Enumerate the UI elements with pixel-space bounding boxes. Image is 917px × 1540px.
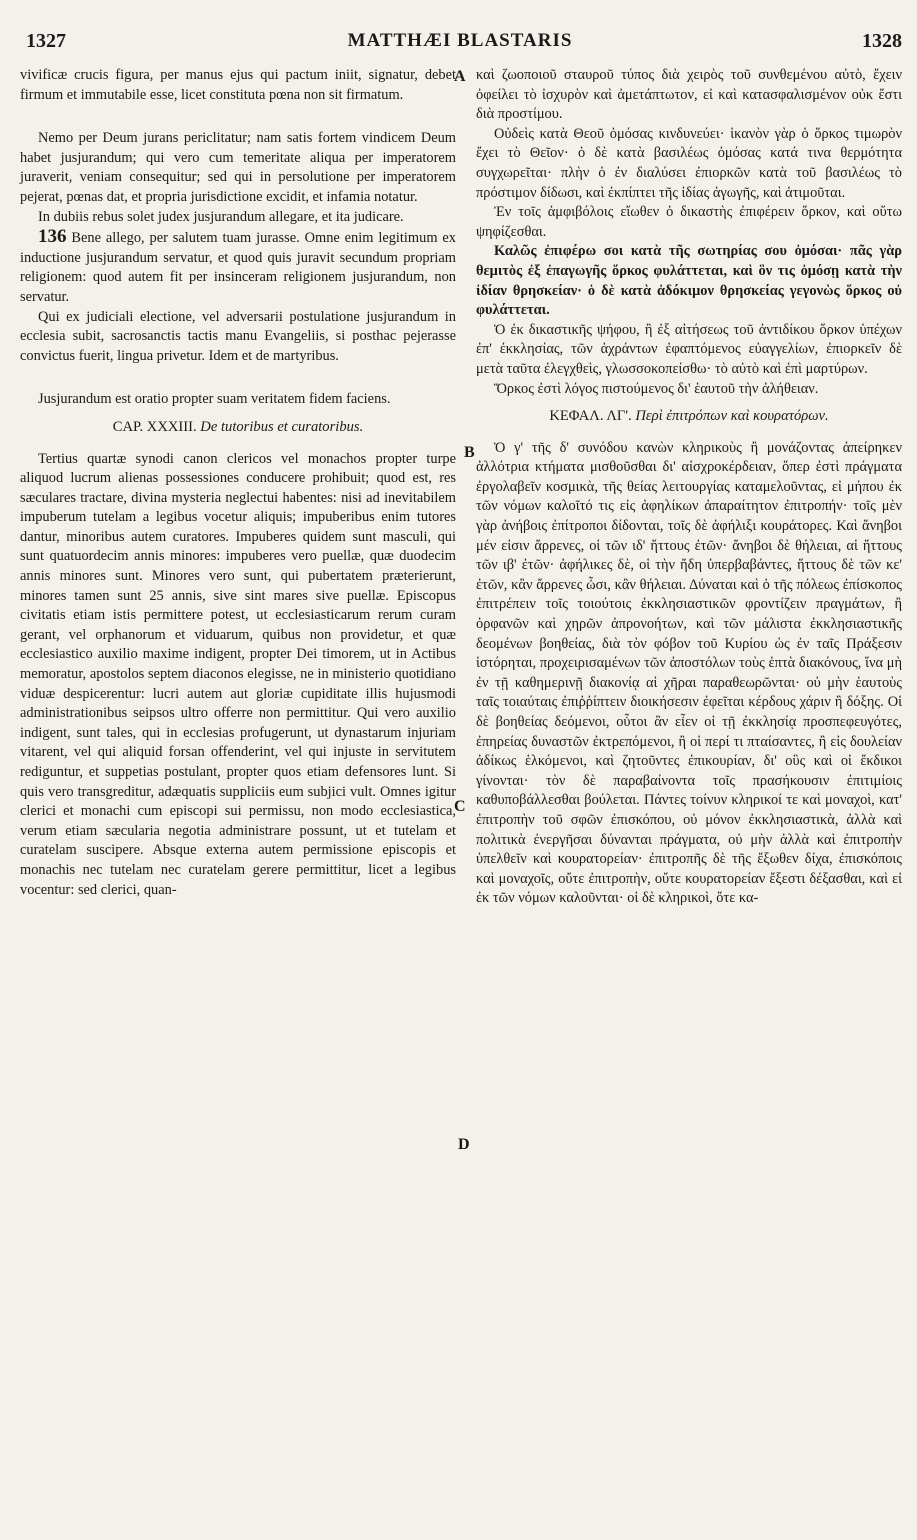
greek-paragraph-4: Καλῶς ἐπιφέρω σοι κατὰ τῆς σωτηρίας σου ὀμόσαι· πᾶς γὰρ θεμιτὸς ἐξ ἐπαγωγῆς ὅρκος φυλάττεται, καὶ ὃν τις ὀμόσῃ κατὰ τὴν ἰδίαν θρησκείαν· ὁ δὲ κατὰ ἀδόκιμον θρησκείας γεγονὼς ὅρκος οὐ φυλάττεται. [476, 243, 902, 319]
latin-paragraph-5: Qui ex judiciali electione, vel adversarii postulatione jusjurandum in ecclesia subit, sacrosanctis tactis manu Evangeliis, si posthac pejerasse convictus fuerit, lingua privetur. Idem et de martyribus. [20, 308, 456, 364]
latin-chapter-title: De tutoribus et curatoribus. [200, 418, 364, 435]
margin-letter-a: A [454, 68, 466, 85]
greek-paragraph-7: Ὁ γ' τῆς δ' συνόδου κανὼν κληρικοὺς ἢ μονάζοντας ἀπείρηκεν ἀλλότρια κτήματα μισθοῦσθαι δι' αἰσχροκέρδειαν, ὅπερ ἐστὶ πράγματα ἐργολαβεῖν κοσμικὰ, τῆς θείας λειτουργίας καταμελοῦντας, εἰ μήπου ἐκ τῶν νόμων καλοῖτό τις εἰς ἀφηλίκων ἀπαραίτητον ἐπιτροπήν· τοῖς μὲν γὰρ ἀνήβοις ἐπίτροποι δίδονται, τοῖς δὲ ἀφήλιξι κουράτορες. Καὶ ἄνηβοι μέν εἰσιν ἄρρενες, οἱ τῶν ιδ' ἥττους ἐτῶν· ἄνηβοι δὲ θήλειαι, αἱ ἥττους τῶν ιβ' ἐτῶν· ἀφήλικες δὲ, οἱ τὴν ἤδη ὑπερβαβάντες, ἥττους δὲ τῶν κε' ἐτῶν, κἂν ἄρρενες ὦσι, κἂν θήλειαι. Δύναται καὶ ὁ τῆς πόλεως ἐπίσκοπος ἐπιτρέπειν τοῖς τοιούτοις ἐκκλησιαστικῶν φροντίζειν πραγμάτων, ἢ ὀρφανῶν καὶ χηρῶν ἀπρονοήτων, καὶ τῶν μάλιστα ἐκκλησιαστικῆς δεομένων βοηθείας, διὰ τὸν φόβον τοῦ Κυρίου ὡς ἐν ταῖς Πράξεσιν ἱστόρηται, προχειρισαμένων τῶν ἀποστόλων τοὺς ἑπτὰ διακόνους, ἵνα μὴ ἐν τῇ καθημερινῇ διακονίᾳ αἱ χῆραι παραθεωρῶνται· οὐ μὴν ἑαυτοὺς ταῖς τοιαύταις ἐπιῤῥίπτειν διοικήσεσιν ἐφεῖται κέρδους χάριν ἢ δόξης. Οἱ δὲ βοηθείας δεόμενοι, οὗτοι ἂν εἶεν οἱ τῇ ἐκκλησίᾳ προσπεφευγότες, ἐπηρείας δυναστῶν ἐκτρεπόμενοι, ἢ οἱ περί τι πταίσαντες, ἢ εἰς δουλείαν ἀδίκως ἑλκόμενοι, καὶ ζητοῦντες ἐπικουρίαν, δι' οὓς καὶ οἱ ἔκδικοι γίνονται· τὸν δὲ παραβαίνοντα τοῖς πρασήκουσιν ἐπιτιμίοις καθυποβάλλεσθαι βούλεται. Πάντες τοίνυν κληρικοί τε καὶ μοναχοὶ, κατ' ἐπιτροπὴν τοῦ σφῶν ἐπισκόπου, οὐ μόνον ἐκκλησιαστικὰ, ἀλλὰ καὶ πολιτικὰ ἐνεργῆσαι δύνανται πράγματα, οὐ μὴν ἀλλὰ καὶ ἐπιτροπὴν ὑπελθεῖν καὶ κουρατορείαν· ἐπιτροπῆς δὲ τῆς ἔξωθεν δίχα, ἐπισκόποις καὶ μοναχοῖς, οὔτε ἐπιτροπὴν, οὔτε κουρατορείαν ἔξεστι δέξασθαι, καὶ εἰ ἐκ τῶν νόμων καλοῦνται· οἱ δὲ κληρικοὶ, ὅτε κα- [476, 439, 902, 907]
latin-paragraph-4-text: Bene allego, per salutem tuam jurasse. Omne enim legitimum ex inductione jusjurandum servatur, et quod quis juravit secundum propriam religionem: quod autem fit per insinceram religionem jusjurandum, non servatur. [20, 230, 456, 305]
section-number: 136 [38, 226, 67, 248]
latin-column [20, 66, 456, 900]
greek-paragraph-1: καὶ ζωοποιοῦ σταυροῦ τύπος διὰ χειρὸς τοῦ συνθεμένου αὐτὸ, ἔχειν ὀφείλει τὸ ἰσχυρὸν καὶ ἀμετάπτωτον, εἰ καὶ κατασφαλισμένον οὐκ ἔστι διὰ προστίμου. [476, 67, 902, 123]
margin-letter-c: C [454, 798, 466, 815]
greek-paragraph-3: Ἐν τοῖς ἀμφιβόλοις εἴωθεν ὁ δικαστὴς ἐπιφέρειν ὅρκον, καὶ οὕτω ψηφίζεσθαι. [476, 204, 902, 240]
greek-chapter-heading [476, 407, 902, 427]
latin-paragraph-2: Nemo per Deum jurans periclitatur; nam satis fortem vindicem Deum habet jusjurandum; qui vero cum temeritate aliqua per imperatorem juraverit, veniam consequitur; sed qui in persolutione per imperatorem pejerat, pœnas dat, et propria jurisdictione excidit, et infamia notatur. [20, 130, 456, 205]
page-header [18, 28, 902, 58]
running-title: MATTHÆI BLASTARIS [347, 30, 573, 51]
greek-paragraph-5: Ὁ ἐκ δικαστικῆς ψήφου, ἢ ἐξ αἰτήσεως τοῦ ἀντιδίκου ὅρκον ὑπέχων ἐπ' ἐκκλησίας, τῶν ἀχράντων ἐφαπτόμενος εὐαγγελίων, ἐπιορκεῖν δὲ μετὰ ταῦτα ἐλεγχθεὶς, γλωσσοκοπείσθω· τὸ αὐτὸ καὶ ἐπὶ μαρτύρων. [476, 321, 902, 377]
latin-paragraph-4 [20, 227, 456, 307]
latin-chapter-label: CAP. XXXIII. [112, 418, 197, 435]
latin-paragraph-1: vivificæ crucis figura, per manus ejus qui pactum iniit, signatur, debet firmum et immutabile esse, licet constituta pœna non sit firmatum. [20, 67, 456, 103]
margin-letter-d: D [458, 1136, 470, 1153]
book-page [18, 28, 902, 1528]
greek-chapter-title: Περὶ ἐπιτρόπων καὶ κουρατόρων. [635, 408, 829, 425]
page-number-left: 1327 [26, 30, 66, 52]
greek-chapter-label: ΚΕΦΑΛ. ΛΓ'. [549, 408, 632, 425]
greek-paragraph-6: Ὅρκος ἐστὶ λόγος πιστούμενος δι' ἑαυτοῦ τὴν ἀλήθειαν. [494, 380, 819, 397]
greek-column [476, 66, 902, 909]
margin-letter-b: B [464, 444, 475, 461]
latin-paragraph-3: In dubiis rebus solet judex jusjurandum allegare, et ita judicare. [38, 208, 404, 225]
page-number-right: 1328 [862, 30, 902, 52]
latin-paragraph-6: Jusjurandum est oratio propter suam veritatem fidem faciens. [38, 391, 391, 408]
latin-paragraph-7: Tertius quartæ synodi canon clericos vel monachos propter turpe aliquod lucrum alienas possessiones conducere prohibuit; quod est, res sæculares tractare, divina mysteria neglectui habentes: nisi ad inevitabilem impuberum tutelam a legibus vocetur aliquis; impuberibus enim tutores dantur, minoribus autem curatores. Impuberes quidem sunt masculi, qui sunt quatuordecim annis minores: impuberes vero puellæ, quæ duodecim annis minores sunt. Minores vero sunt, qui pubertatem præterierunt, minores tamen sunt 25 annis, sive sint mares sive puellæ. Episcopus civitatis etiam istis permittere potest, ut ecclesiasticarum rerum curam gerant, vel orphanorum et viduarum, quibus non providetur, et quæ ecclesiastico auxilio maxime indigent, propter Dei timorem, ut in Actibus memoratur, apostolos septem diaconos elegisse, ne in ministerio quotidiano viduæ despicerentur: lucri autem aut gloriæ cupiditate illis hujusmodi administrationibus seipsos ultro offerre non permittitur. Qui vero auxilio indigent, sunt tales, qui in ecclesias profugerunt, ut dynastarum injuriam vitarent, vel qui aliquid forsan offenderint, vel qui injuste in servitutem rediguntur, et suppetias postulant, propter quos etiam defensores lunt. Si quis vero transgreditur, adæquatis suppliciis eum subjici vult. Omnes igitur clerici et monachi cum episcopi sui permissu, non modo ecclesiastica, verum etiam sæcularia negotia administrare possunt, ut et tutelam et curatelam suscipere. Absque externa autem permissione episcopis et monachis nec tutelam nec curatelam gerere permittitur, licet a legibus vocentur: sed clerici, quan- [20, 450, 456, 898]
latin-chapter-heading [20, 418, 456, 438]
greek-paragraph-2: Οὐδεὶς κατὰ Θεοῦ ὀμόσας κινδυνεύει· ἱκανὸν γὰρ ὁ ὅρκος τιμωρὸν ἔχει τὸ Θεῖον· ὁ δὲ κατὰ βασιλέως ὀμόσας κατά τινα θερμότητα συγχωρεῖται· πλὴν ὁ ἐν διαλύσει ἐπιορκῶν κατὰ τοῦ βασιλέως τὸ πρόστιμον δίδωσι, καὶ ἐκπίπτει τῆς ἰδίας ἀγωγῆς, καὶ ἀτιμοῦται. [476, 125, 902, 201]
